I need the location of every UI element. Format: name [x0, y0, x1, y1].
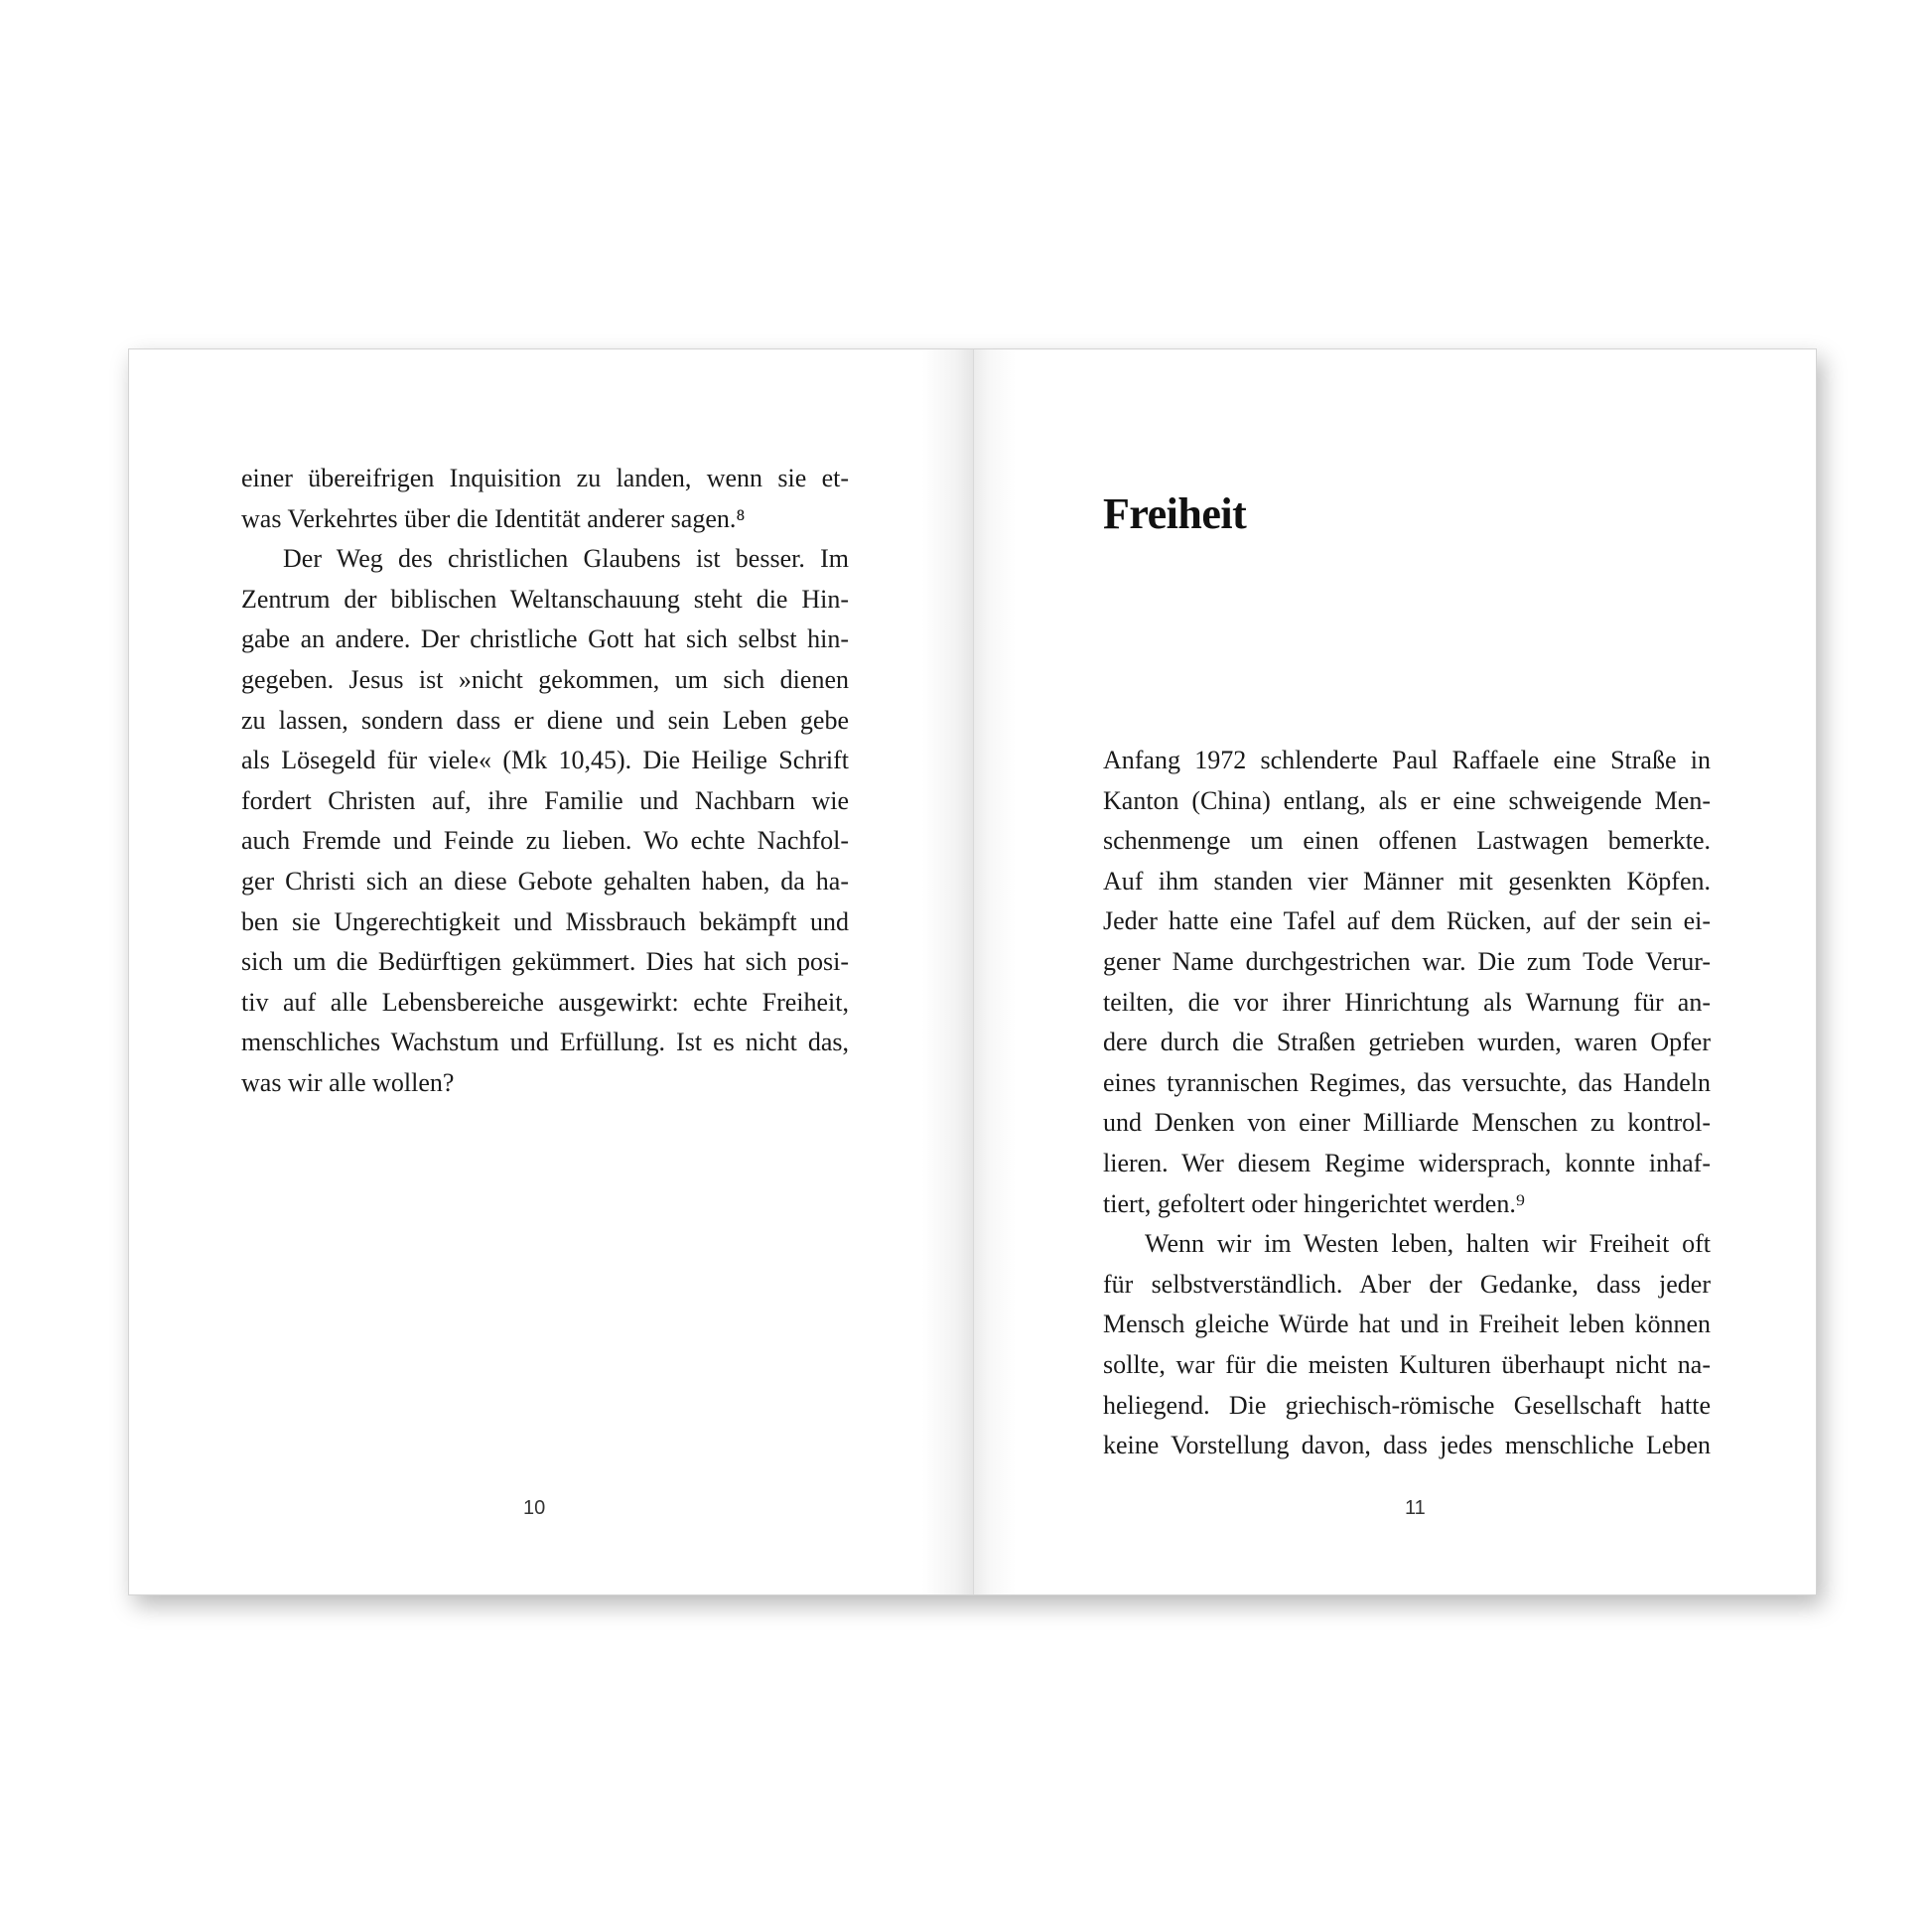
text-line: keine Vorstellung davon, dass jedes menschliche Leben [1103, 1431, 1711, 1460]
text-line: Jeder hatte eine Tafel auf dem Rücken, auf der sein ei- [1103, 906, 1711, 936]
book-spread [128, 348, 1817, 1595]
text-line: heliegend. Die griechisch-römische Gesellschaft hatte [1103, 1390, 1711, 1420]
right-page [973, 349, 1816, 1594]
text-line: ger Christi sich an diese Gebote gehalten haben, da ha- [241, 866, 849, 896]
text-line: gegeben. Jesus ist »nicht gekommen, um sich dienen [241, 664, 849, 694]
text-line: was wir alle wollen? [241, 1067, 455, 1097]
page-number-left: 10 [523, 1497, 546, 1519]
text-line: lieren. Wer diesem Regime widersprach, konnte inhaf- [1103, 1148, 1711, 1177]
text-line: und Denken von einer Milliarde Menschen zu kontrol- [1103, 1108, 1711, 1138]
text-line: gabe an andere. Der christliche Gott hat sich selbst hin- [241, 624, 849, 654]
text-line: Auf ihm standen vier Männer mit gesenkten Köpfen. [1103, 866, 1711, 896]
text-line: dere durch die Straßen getrieben wurden, waren Opfer [1103, 1028, 1711, 1057]
text-line: was Verkehrtes über die Identität anderer sagen.⁸ [241, 503, 746, 533]
text-line: ben sie Ungerechtigkeit und Missbrauch bekämpft und [241, 906, 849, 936]
page-number-right: 11 [1405, 1497, 1426, 1519]
text-line: auch Fremde und Feinde zu lieben. Wo echte Nachfol- [241, 826, 849, 856]
text-line: sollte, war für die meisten Kulturen überhaupt nicht na- [1103, 1349, 1711, 1379]
left-page [129, 349, 973, 1594]
text-line: tiv auf alle Lebensbereiche ausgewirkt: echte Freiheit, [241, 987, 849, 1017]
text-line: Anfang 1972 schlenderte Paul Raffaele eine Straße in [1103, 746, 1711, 774]
text-line: Mensch gleiche Würde hat und in Freiheit leben können [1103, 1310, 1711, 1339]
text-line: Zentrum der biblischen Weltanschauung steht die Hin- [241, 584, 849, 614]
text-line: zu lassen, sondern dass er diene und sein Leben gebe [241, 705, 849, 735]
text-line: fordert Christen auf, ihre Familie und Nachbarn wie [241, 785, 849, 815]
text-line: eines tyrannischen Regimes, das versuchte, das Handeln [1103, 1067, 1711, 1097]
text-line: Der Weg des christlichen Glaubens ist besser. Im [283, 544, 849, 574]
text-line: menschliches Wachstum und Erfüllung. Ist es nicht das, [241, 1028, 849, 1057]
text-line: Kanton (China) entlang, als er eine schweigende Men- [1103, 785, 1711, 815]
right-page-body-text [1103, 741, 1711, 1466]
text-line: tiert, gefoltert oder hingerichtet werden.⁹ [1103, 1188, 1525, 1218]
text-line: einer übereifrigen Inquisition zu landen, wenn sie et- [241, 464, 849, 492]
text-line: Wenn wir im Westen leben, halten wir Freiheit oft [1145, 1229, 1711, 1259]
left-page-body-text [241, 459, 849, 1104]
text-line: teilten, die vor ihrer Hinrichtung als Warnung für an- [1103, 987, 1711, 1017]
text-line: als Lösegeld für viele« (Mk 10,45). Die Heilige Schrift [241, 746, 849, 775]
text-line: für selbstverständlich. Aber der Gedanke, dass jeder [1103, 1269, 1711, 1299]
text-line: sich um die Bedürftigen gekümmert. Dies hat sich posi- [241, 947, 849, 977]
text-line: gener Name durchgestrichen war. Die zum Tode Verur- [1103, 946, 1711, 976]
chapter-heading: Freiheit [1103, 489, 1247, 538]
text-line: schenmenge um einen offenen Lastwagen bemerkte. [1103, 826, 1711, 856]
